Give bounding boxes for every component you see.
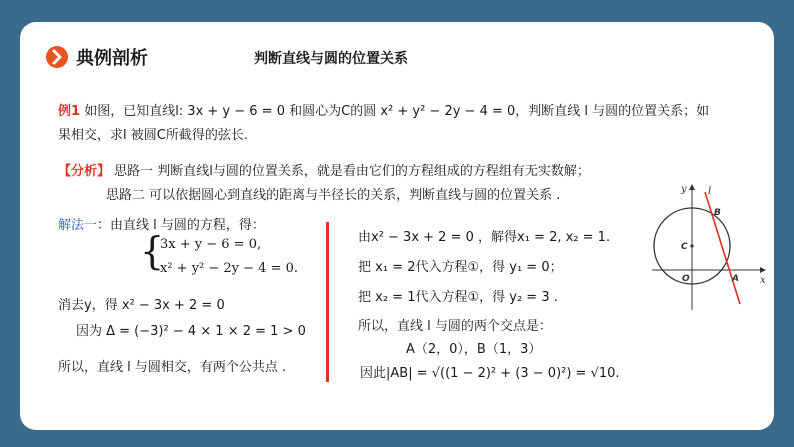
method1-label: 解法一 [58, 218, 98, 233]
point-label-a: A [732, 274, 739, 284]
point-label-b: B [714, 208, 721, 218]
topic-title: 判断直线与圆的位置关系 [254, 51, 408, 67]
example-text-1: 如图，已知直线l: 3x + y − 6 = 0 和圆心为C的圆 x² + y² − 2y − 4 = 0，判断直线 l 与圆的位置关系；如 [84, 104, 710, 119]
point-label-o: O [682, 274, 690, 284]
substitute-line-1: 把 x₁ = 2代入方程①，得 y₁ = 0； [358, 260, 563, 275]
point-label-c: C [681, 242, 688, 252]
chevron-right-icon [46, 46, 68, 68]
solve-line: 由x² − 3x + 2 = 0 ，解得x₁ = 2, x₂ = 1. [358, 230, 611, 245]
chord-length: 因此|AB| = √((1 − 2)² + (3 − 0)²) = √10. [360, 366, 620, 381]
analysis-label: 【分析】 [58, 164, 111, 179]
example-line-2: 果相交，求l 被圆C所截得的弦长. [58, 128, 248, 143]
column-divider [326, 222, 329, 382]
intersection-intro: 所以，直线 l 与圆的两个交点是： [358, 319, 552, 334]
equation-brace: { [140, 229, 165, 273]
line-label-l: l [708, 186, 712, 197]
discriminant-line: 因为 Δ = (−3)² − 4 × 1 × 2 = 1 > 0 [76, 324, 306, 339]
example-line-1 [58, 100, 709, 119]
circle-line-figure [650, 182, 770, 312]
method1-conclusion: 所以，直线 l 与圆相交，有两个公共点 . [58, 360, 287, 375]
axis-label-x: x [760, 275, 766, 286]
analysis-text-1: 思路一 判断直线l与圆的位置关系，就是看由它们的方程组成的方程组有无实数解； [114, 164, 590, 179]
substitute-line-2: 把 x₂ = 1代入方程①，得 y₂ = 3 . [358, 290, 558, 305]
slide [20, 22, 774, 430]
analysis-line-2: 思路二 可以依据圆心到直线的距离与半径长的关系，判断直线与圆的位置关系 . [106, 188, 561, 203]
axis-label-y: y [681, 184, 687, 195]
analysis-line-1 [58, 160, 590, 179]
example-label: 例1 [58, 104, 81, 119]
header [20, 22, 774, 92]
system-eq-1: 3x + y − 6 = 0, [160, 237, 262, 252]
section-title: 典例剖析 [76, 48, 148, 69]
eliminate-line: 消去y，得 x² − 3x + 2 = 0 [58, 298, 225, 313]
method1-intro-text: ：由直线 l 与圆的方程，得： [97, 218, 265, 233]
system-eq-2: x² + y² − 2y − 4 = 0. [160, 261, 299, 276]
intersection-points: A（2，0），B（1，3） [406, 342, 542, 357]
